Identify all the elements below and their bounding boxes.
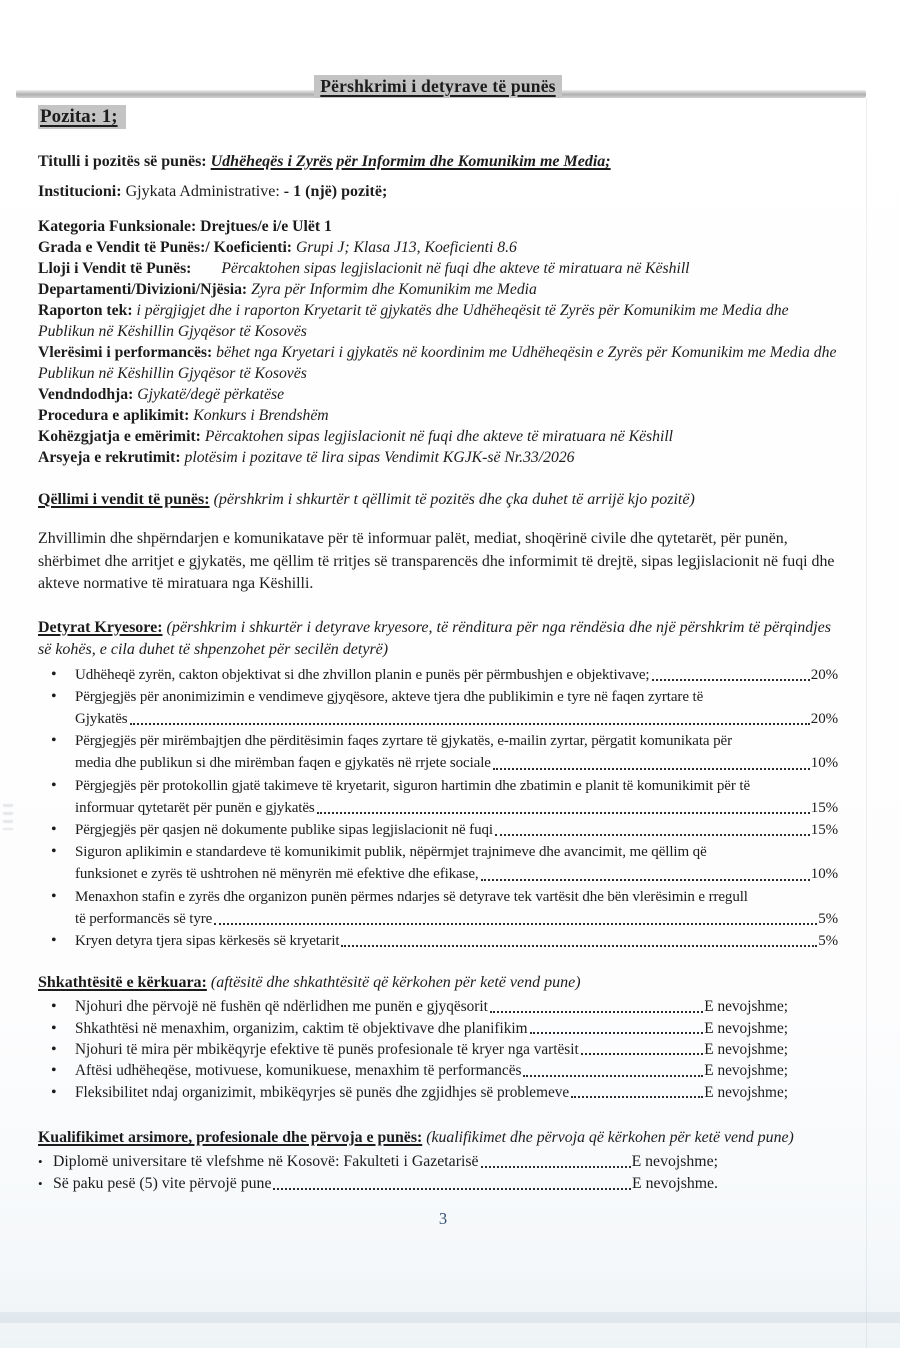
skill-line xyxy=(38,1039,788,1060)
field-label: Lloji i Vendit të Punës: xyxy=(38,260,192,277)
duty-text: Përgjegjës për qasjen në dokumente publike sipas legjislacionit në fuqi xyxy=(75,821,493,838)
duty-text: Gjykatës xyxy=(75,710,128,727)
qualifications-section-heading xyxy=(38,1127,838,1149)
purpose-section-heading xyxy=(38,489,838,511)
qualification-line xyxy=(38,1151,718,1173)
duty-text: Përgjegjës për protokollin gjatë takimeve të kryetarit, siguron hartimin dhe zbatimin e planit të komunikimit për të xyxy=(75,777,751,794)
skill-line xyxy=(38,1082,788,1103)
page-title: Përshkrimi i detyrave të punës xyxy=(314,75,561,98)
duty-percent: 15% xyxy=(810,821,838,838)
skill-text: Njohuri të mira për mbikëqyrje efektive të punës profesionale të kryer nga vartësit xyxy=(75,1040,579,1058)
skill-requirement-value: E nevojshme; xyxy=(704,1083,788,1101)
field-value: bëhet nga Kryetari i gjykatës në koordinim me Udhëheqësin e Zyrës për Komunikim me Media dhe Publikun në Këshillin Gjyqësor të Kosovës xyxy=(38,344,837,382)
scanned-document-page xyxy=(0,76,900,1348)
skills-heading: Shkathtësitë e kërkuara: xyxy=(38,974,207,992)
bullet-icon: • xyxy=(51,887,57,905)
field-row xyxy=(38,384,838,405)
bullet-icon: • xyxy=(38,1176,43,1192)
field-row xyxy=(38,342,838,384)
skill-line xyxy=(38,1060,788,1081)
bullet-icon: • xyxy=(51,843,57,861)
purpose-paragraph: Zhvillimin dhe shpërndarjen e komunikatave për të informuar palët, mediat, shoqërinë civile dhe qytetarët, për punën, shërbimet dhe arritjet e gjykatës, me qëllim të rritjes së transparencës dhe informimit të drejtë, sipas legjislacionit në fuqi dhe akteve normative të miratuara nga Këshilli. xyxy=(38,530,835,592)
duty-text: funksionet e zyrës të ushtrohen në mënyrën më efektive dhe efikase, xyxy=(75,866,479,883)
duty-percent: 5% xyxy=(818,932,838,949)
duty-percent: 20% xyxy=(810,666,838,683)
bullet-icon: • xyxy=(51,998,57,1016)
skill-requirement-value: E nevojshme; xyxy=(704,998,788,1016)
leader-dots xyxy=(341,945,817,947)
bullet-icon: • xyxy=(51,820,57,838)
field-row xyxy=(38,300,838,342)
duties-heading: Detyrat Kryesore: xyxy=(38,618,163,636)
field-value: Përcaktohen sipas legjislacionit në fuqi dhe akteve të miratuara në Këshill xyxy=(221,260,690,277)
skills-list xyxy=(38,996,788,1103)
field-row xyxy=(38,426,838,447)
duty-percent: 15% xyxy=(810,799,838,816)
field-label: Vlerësimi i performancës: xyxy=(38,344,213,361)
field-label: Kohëzgjatja e emërimit: xyxy=(38,428,201,445)
bullet-icon: • xyxy=(51,687,57,705)
institution-label: Institucioni: xyxy=(38,183,122,200)
leader-dots xyxy=(490,1011,703,1013)
field-label: Kategoria Funksionale: xyxy=(38,218,197,235)
job-title-label: Titulli i pozitës së punës: xyxy=(38,153,207,170)
skill-requirement-value: E nevojshme; xyxy=(704,1062,788,1080)
leader-dots xyxy=(481,879,810,881)
qualifications-list xyxy=(38,1151,718,1195)
leader-dots xyxy=(571,1096,703,1098)
skill-requirement-value: E nevojshme; xyxy=(704,1019,788,1037)
job-fields-block xyxy=(38,216,838,468)
institution-value: Gjykata Administrative: xyxy=(125,183,280,200)
field-label: Procedura e aplikimit: xyxy=(38,407,190,424)
leader-dots xyxy=(273,1188,631,1190)
leader-dots xyxy=(652,679,810,681)
field-value: i përgjigjet dhe i raporton Kryetarit të gjykatës dhe Udhëheqësit të Zyrës për Komunikim me Media dhe Publikun në Këshillin Gjyqësor të Kosovës xyxy=(38,302,789,340)
bullet-icon: • xyxy=(51,776,57,794)
skill-text: Shkathtësi në menaxhim, organizim, caktim të objektivave dhe planifikim xyxy=(75,1019,528,1037)
bullet-icon: • xyxy=(51,1083,57,1101)
duty-text: të performancës së tyre xyxy=(75,910,213,927)
leader-dots xyxy=(530,1032,704,1034)
skills-section-heading xyxy=(38,972,838,994)
leader-dots xyxy=(481,1166,631,1168)
duty-line xyxy=(38,775,838,797)
duty-text: Siguron aplikimin e standardeve të komunikimit publik, nëpërmjet trajnimeve dhe avancimit, me qëllim që xyxy=(75,844,707,861)
duty-text: Udhëheqë zyrën, cakton objektivat si dhe zhvillon planin e punës për përmbushjen e objektivave; xyxy=(75,666,650,683)
field-value: Gjykatë/degë përkatëse xyxy=(137,386,285,403)
field-label: Departamenti/Divizioni/Njësia: xyxy=(38,281,248,298)
duty-line xyxy=(38,886,838,908)
leader-dots xyxy=(130,723,810,725)
duty-text: Kryen detyra tjera sipas kërkesës së kryetarit xyxy=(75,932,340,949)
duty-line xyxy=(38,819,838,841)
job-title-line xyxy=(38,153,838,171)
duty-line xyxy=(38,730,838,752)
bullet-icon: • xyxy=(51,1062,57,1080)
duties-section-heading xyxy=(38,617,838,661)
duty-line xyxy=(38,686,838,708)
field-label: Vendndodhja: xyxy=(38,386,134,403)
field-value: Konkurs i Brendshëm xyxy=(193,407,329,424)
field-value: plotësim i pozitave të lira sipas Vendimit KGJK-së Nr.33/2026 xyxy=(184,449,575,466)
leader-dots xyxy=(495,834,810,836)
leader-dots xyxy=(581,1053,704,1055)
duty-text: Përgjegjës për mirëmbajtjen dhe përditësimin faqes zyrtare të gjykatës, e-mailin zyrtar, përgatit komunikata për xyxy=(75,733,732,750)
qualification-text: Së paku pesë (5) vite përvojë pune xyxy=(53,1175,272,1193)
field-label: Arsyeja e rekrutimit: xyxy=(38,449,181,466)
field-row xyxy=(38,405,838,426)
page-number: 3 xyxy=(438,1209,448,1228)
qualification-requirement-value: E nevojshme; xyxy=(631,1153,718,1171)
position-heading: Pozita: 1; xyxy=(38,105,126,129)
duties-list xyxy=(38,664,838,953)
duty-line xyxy=(38,752,838,774)
bullet-icon: • xyxy=(51,732,57,750)
qualification-text: Diplomë universitare të vlefshme në Kosovë: Fakulteti i Gazetarisë xyxy=(53,1153,479,1171)
purpose-heading: Qëllimi i vendit të punës: xyxy=(38,491,210,508)
position-heading-row xyxy=(38,106,838,128)
bullet-icon: • xyxy=(38,1154,43,1170)
institution-line xyxy=(38,183,838,201)
duty-line xyxy=(38,664,838,686)
duty-percent: 10% xyxy=(810,755,838,772)
qualifications-note: (kualifikimet dhe përvoja që kërkohen për ketë vend pune) xyxy=(426,1129,794,1147)
skill-text: Aftësi udhëheqëse, motivuese, komunikuese, menaxhim të performancës xyxy=(75,1062,522,1080)
duties-note: (përshkrim i shkurtër i detyrave kryesore, të rënditura për nga rëndësia dhe një përshkrim të përqindjes së kohës, e cila duhet të shpenzohet për secilën detyrë) xyxy=(38,618,831,658)
scan-artifact-bottom-edge xyxy=(0,1312,900,1323)
field-row xyxy=(38,279,838,300)
qualification-requirement-value: E nevojshme. xyxy=(632,1175,718,1193)
field-value: Zyra për Informim dhe Komunikim me Media xyxy=(251,281,537,298)
leader-dots xyxy=(214,923,817,925)
skill-line xyxy=(38,996,788,1017)
skill-requirement-value: E nevojshme; xyxy=(704,1040,788,1058)
field-value: Drejtues/e i/e Ulët 1 xyxy=(200,218,332,235)
bullet-icon: • xyxy=(51,1019,57,1037)
job-title-value: Udhëheqës i Zyrës për Informim dhe Komunikim me Media; xyxy=(210,153,611,170)
bullet-icon: • xyxy=(51,665,57,683)
field-row xyxy=(38,258,838,279)
field-label: Raporton tek: xyxy=(38,302,133,319)
field-value: Përcaktohen sipas legjislacionit në fuqi dhe akteve të miratuara në Këshill xyxy=(204,428,674,445)
duty-line xyxy=(38,863,838,885)
document-title-row xyxy=(38,76,838,97)
duty-line xyxy=(38,908,838,930)
duty-text: Menaxhon stafin e zyrës dhe organizon punën përmes ndarjes së detyrave tek vartësit dhe bën vlerësimin e rregull xyxy=(75,888,748,905)
skill-text: Fleksibilitet ndaj organizimit, mbikëqyrjes së punës dhe zgjidhjes së problemeve xyxy=(75,1083,570,1101)
field-row xyxy=(38,237,838,258)
qualification-line xyxy=(38,1173,718,1195)
institution-count: - 1 (një) pozitë; xyxy=(283,183,388,200)
duty-percent: 20% xyxy=(810,710,838,727)
purpose-note: (përshkrim i shkurtër t qëllimit të pozitës dhe çka duhet të arrijë kjo pozitë) xyxy=(213,491,695,508)
duty-text: media dhe publikun si dhe mirëmban faqen e gjykatës në rrjete sociale xyxy=(75,755,491,772)
skills-note: (aftësitë dhe shkathtësitë që kërkohen për ketë vend pune) xyxy=(210,974,581,992)
duty-line xyxy=(38,797,838,819)
duty-percent: 5% xyxy=(818,910,838,927)
leader-dots xyxy=(523,1075,703,1077)
duty-percent: 10% xyxy=(810,866,838,883)
field-value: Grupi J; Klasa J13, Koeficienti 8.6 xyxy=(295,239,517,256)
bullet-icon: • xyxy=(51,1040,57,1058)
field-label: Grada e Vendit të Punës:/ Koeficienti: xyxy=(38,239,293,256)
qualifications-heading: Kualifikimet arsimore, profesionale dhe përvoja e punës: xyxy=(38,1129,423,1147)
leader-dots xyxy=(317,812,810,814)
duty-line xyxy=(38,708,838,730)
skill-text: Njohuri dhe përvojë në fushën që ndërlidhen me punën e gjyqësorit xyxy=(75,998,488,1016)
bullet-icon: • xyxy=(51,931,57,949)
leader-dots xyxy=(493,768,810,770)
duty-text: Përgjegjës për anonimizimin e vendimeve gjyqësore, akteve tjera dhe publikimin e tyre në faqen zyrtare të xyxy=(75,688,704,705)
duty-line xyxy=(38,841,838,863)
duty-line xyxy=(38,930,838,952)
field-row xyxy=(38,216,838,237)
skill-line xyxy=(38,1018,788,1039)
duty-text: informuar qytetarët për punën e gjykatës xyxy=(75,799,315,816)
field-row xyxy=(38,447,838,468)
document-content xyxy=(0,76,900,1195)
